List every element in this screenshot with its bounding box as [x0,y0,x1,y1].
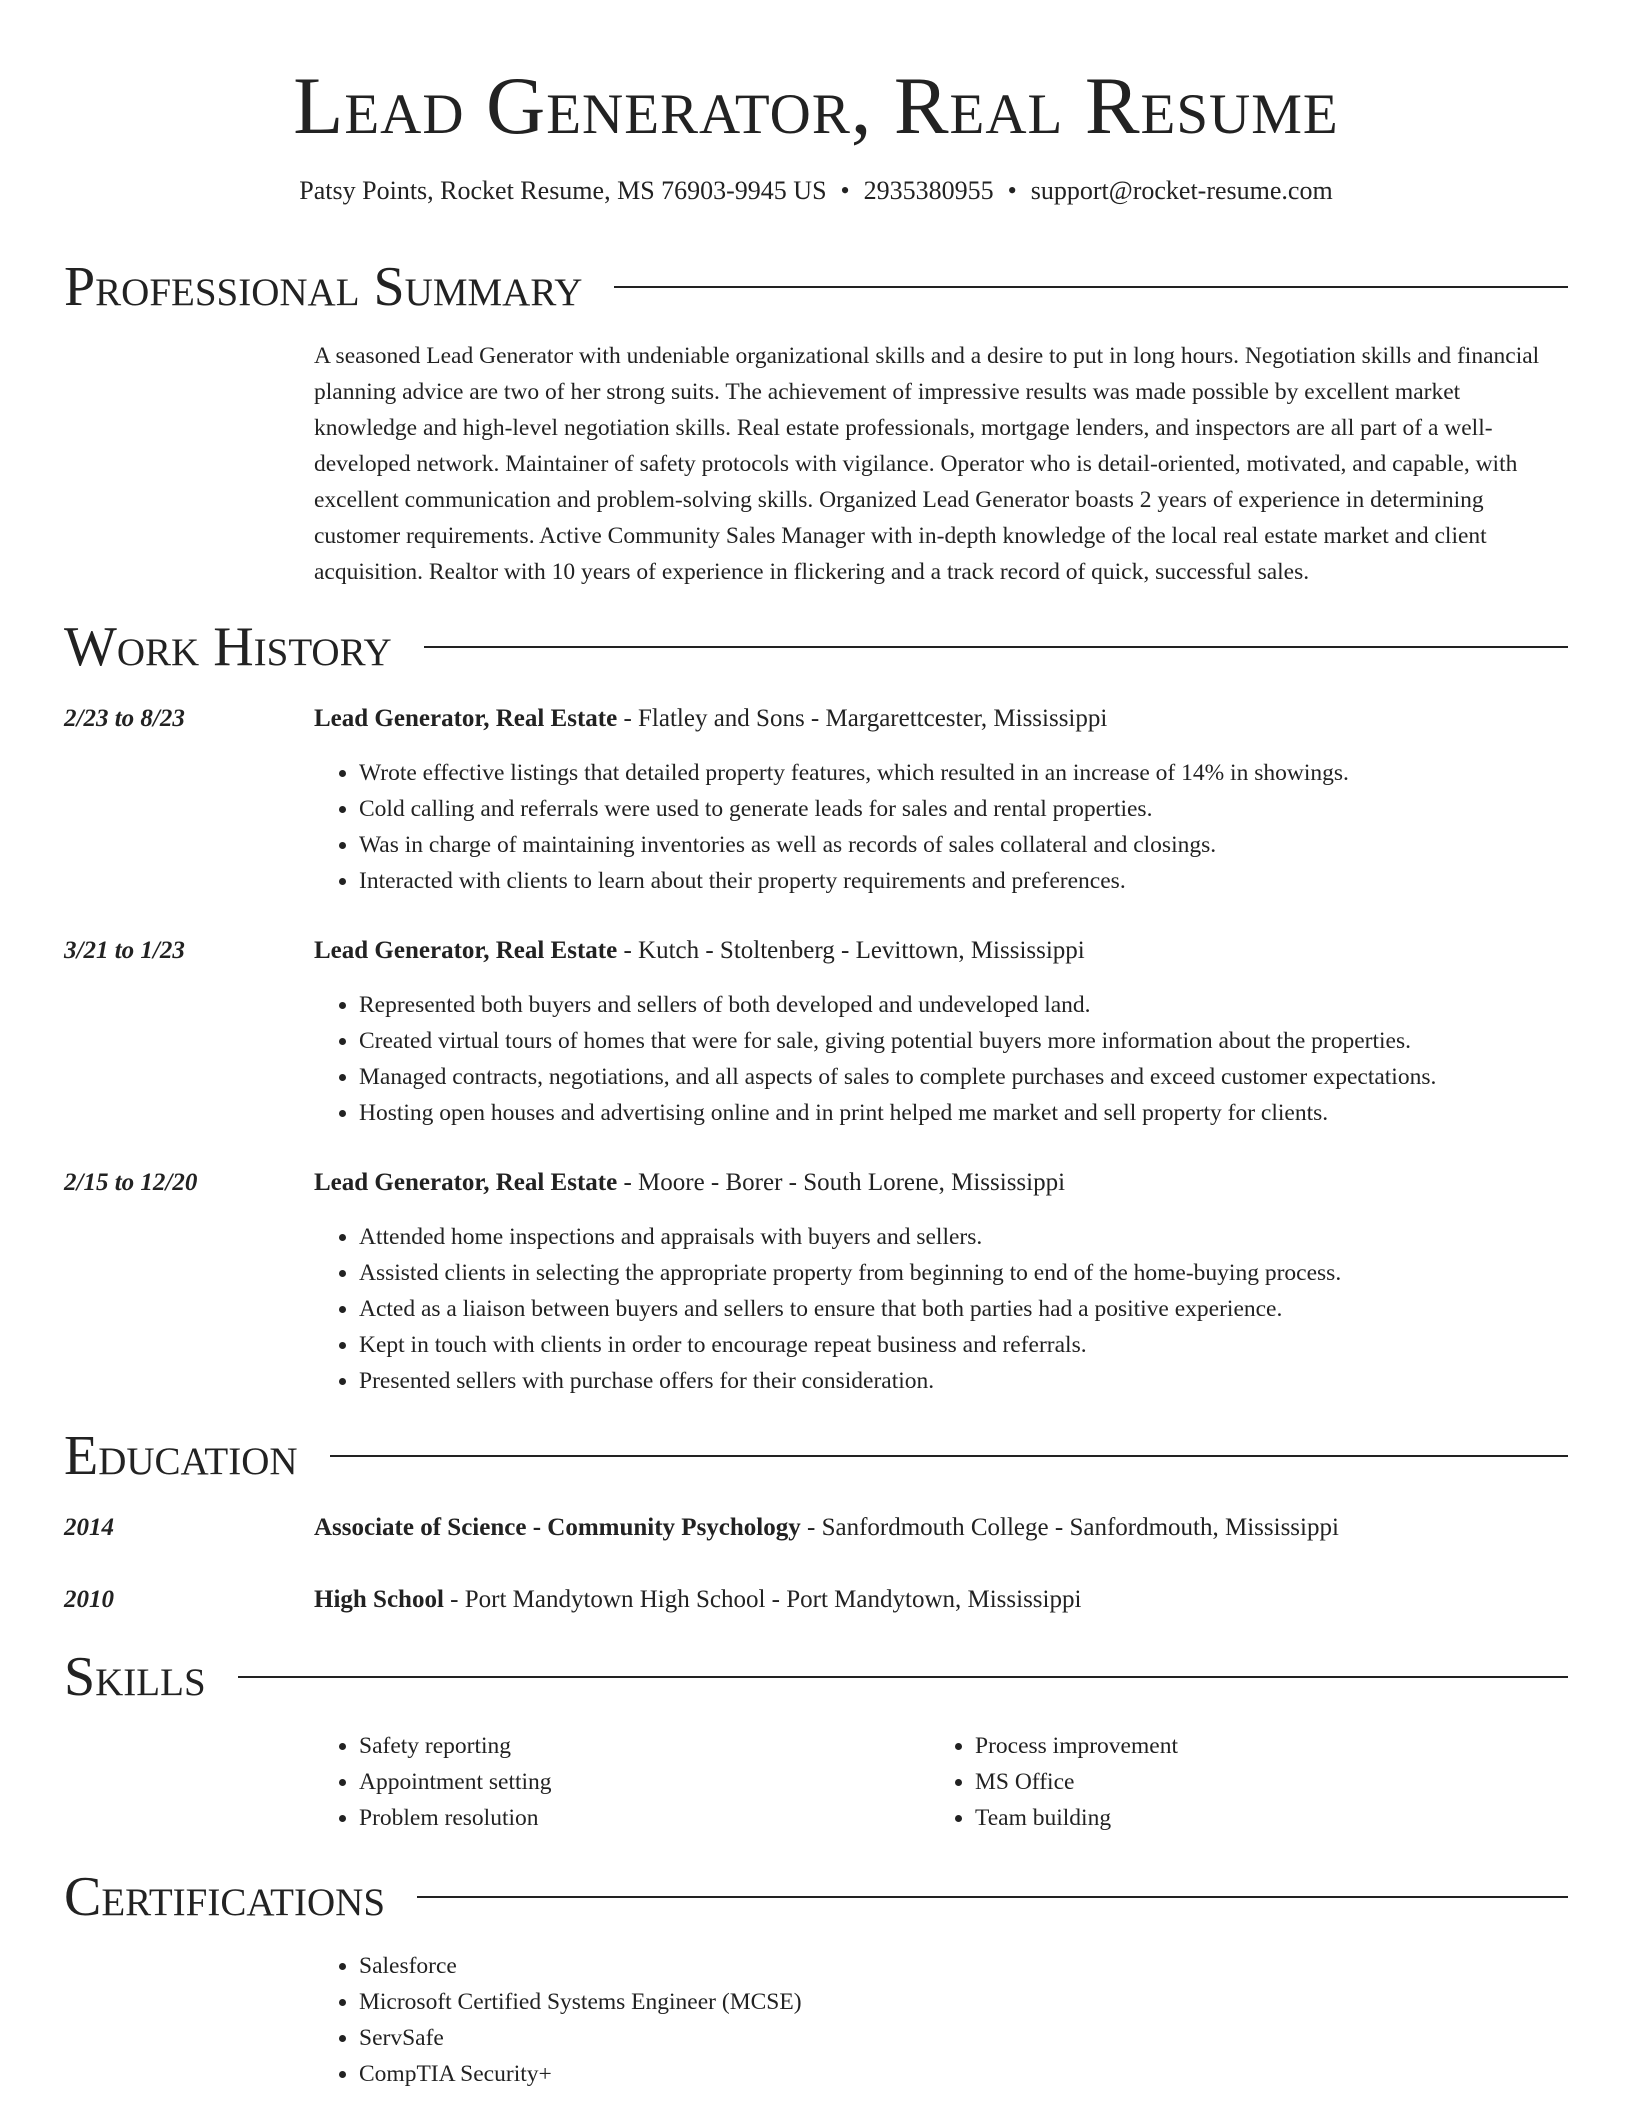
skill-item: • MS Office [975,1764,1178,1800]
section-title-work: Work History [64,616,392,678]
certification-item: • Microsoft Certified Systems Engineer (MCSE) [359,1984,802,2020]
work-dates: 2/23 to 8/23 [64,705,185,732]
education-title [314,1510,1568,1546]
work-bullet: • Wrote effective listings that detailed property features, which resulted in an increase of 14% in showings. [359,755,1349,791]
work-details: - Moore - Borer - South Lorene, Mississippi [617,1169,1066,1196]
work-bullet: • Represented both buyers and sellers of both developed and undeveloped land. [359,987,1436,1023]
summary-text: A seasoned Lead Generator with undeniable organizational skills and a desire to put in long hours. Negotiation skills and financial planning advice are two of her strong suits. The achievement of impressive results was made possible by excellent market knowledge and high-level negotiation skills. Real estate professionals, mortgage lenders, and inspectors are all part of a well-developed network. Maintainer of safety protocols with vigilance. Operator who is detail-oriented, motivated, and capable, with excellent communication and problem-solving skills. Organized Lead Generator boasts 2 years of experience in determining customer requirements. Active Community Sales Manager with in-depth knowledge of the local real estate market and client acquisition. Realtor with 10 years of experience in flickering and a track record of quick, successful sales. [314,343,1540,585]
education-details: - Sanfordmouth College - Sanfordmouth, Mississippi [800,1514,1339,1541]
section-title-certifications: Certifications [64,1866,386,1928]
contact-separator: • [1007,176,1017,205]
skill-item: • Safety reporting [359,1728,552,1764]
section-title-education: Education [64,1425,298,1487]
section-skills-header [64,1645,1568,1709]
certification-item: • ServSafe [359,2020,802,2056]
section-divider [330,1455,1568,1457]
resume-name: Lead Generator, Real Resume [293,60,1339,151]
section-certifications-header [64,1865,1568,1929]
work-bullet: • Attended home inspections and appraisals with buyers and sellers. [359,1219,1341,1255]
certification-item: • Salesforce [359,1948,802,1984]
section-title-skills: Skills [64,1646,206,1708]
certifications-list [314,1948,802,2092]
section-work-header [64,615,1568,679]
work-bullet: • Assisted clients in selecting the appropriate property from beginning to end of the home-buying process. [359,1255,1341,1291]
work-dates: 3/21 to 1/23 [64,937,185,964]
work-role: Lead Generator, Real Estate [314,937,618,964]
work-bullet: • Acted as a liaison between buyers and sellers to ensure that both parties had a positive experience. [359,1291,1341,1327]
work-bullet: • Hosting open houses and advertising online and in print helped me market and sell property for clients. [359,1095,1436,1131]
education-title [314,1582,1568,1618]
work-details: - Flatley and Sons - Margarettcester, Mississippi [617,705,1108,732]
work-dates: 2/15 to 12/20 [64,1169,198,1196]
work-title [314,1165,1568,1201]
work-bullet: • Was in charge of maintaining inventories as well as records of sales collateral and closings. [359,827,1349,863]
work-bullet: • Interacted with clients to learn about their property requirements and preferences. [359,863,1349,899]
contact-separator: • [840,176,850,205]
section-title-summary: Professional Summary [64,256,583,318]
section-divider [417,1896,1568,1898]
work-bullet: • Created virtual tours of homes that were for sale, giving potential buyers more information about the properties. [359,1023,1436,1059]
work-bullet: • Managed contracts, negotiations, and all aspects of sales to complete purchases and exceed customer expectations. [359,1059,1436,1095]
skill-item: • Appointment setting [359,1764,552,1800]
work-bullet: • Presented sellers with purchase offers for their consideration. [359,1363,1341,1399]
skill-item: • Problem resolution [359,1800,552,1836]
certification-item: • CompTIA Security+ [359,2056,802,2092]
work-bullets [314,755,1349,899]
education-year: 2014 [64,1514,114,1541]
contact-line [0,175,1632,207]
education-year: 2010 [64,1586,114,1613]
education-details: - Port Mandytown High School - Port Mandytown, Mississippi [443,1586,1082,1613]
education-degree: High School [314,1586,444,1613]
skill-item: • Team building [975,1800,1178,1836]
work-role: Lead Generator, Real Estate [314,705,618,732]
work-details: - Kutch - Stoltenberg - Levittown, Mississippi [617,937,1085,964]
section-summary-header [64,255,1568,319]
work-title [314,701,1568,737]
work-bullets [314,987,1436,1131]
skill-item: • Process improvement [975,1728,1178,1764]
section-divider [424,646,1568,648]
work-bullets [314,1219,1341,1399]
work-bullet: • Kept in touch with clients in order to encourage repeat business and referrals. [359,1327,1341,1363]
education-degree: Associate of Science - Community Psychology [314,1514,801,1541]
work-bullet: • Cold calling and referrals were used to generate leads for sales and rental properties. [359,791,1349,827]
work-role: Lead Generator, Real Estate [314,1169,618,1196]
contact-phone: 2935380955 [863,176,994,205]
contact-address: Patsy Points, Rocket Resume, MS 76903-9945 US [299,176,827,205]
section-education-header [64,1424,1568,1488]
work-title [314,933,1568,969]
skills-list-left [314,1728,552,1836]
section-divider [614,286,1568,288]
skills-list-right [930,1728,1178,1836]
section-divider [238,1676,1568,1678]
contact-email: support@rocket-resume.com [1030,176,1333,205]
